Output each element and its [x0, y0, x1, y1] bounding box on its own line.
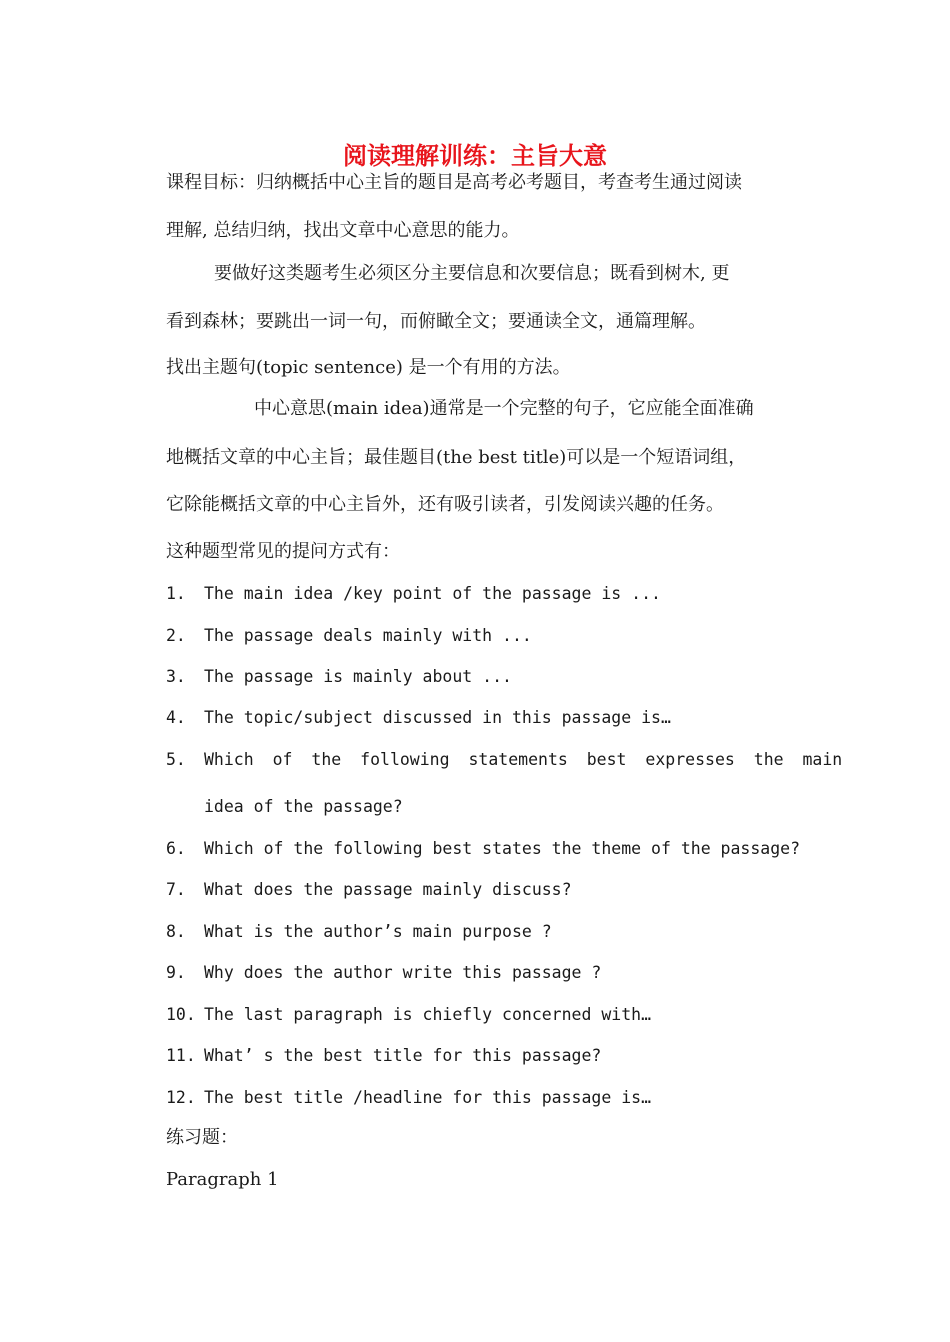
list-item-text: What is the author’s main purpose ? — [204, 922, 552, 941]
list-item — [166, 1044, 601, 1068]
list-item-number: 9. — [166, 963, 186, 982]
list-item — [166, 920, 552, 944]
para2-line-2: 地概括文章的中心主旨；最佳题目(the best title)可以是一个短语词组， — [166, 447, 747, 468]
list-item — [166, 837, 800, 861]
para1-line-2: 看到森林；要跳出一词一句，而俯瞰全文；要通读全文，通篇理解。 — [166, 311, 706, 332]
list-item-text: What does the passage mainly discuss? — [204, 880, 572, 899]
list-item — [166, 582, 661, 606]
list-item-text: Why does the author write this passage ? — [204, 963, 602, 982]
list-item-number: 5. — [166, 750, 186, 769]
list-item-text: The passage deals mainly with ... — [204, 626, 532, 645]
page-title: 阅读理解训练：主旨大意 — [343, 142, 607, 170]
list-item — [166, 706, 671, 730]
list-item-number: 11. — [166, 1046, 196, 1065]
intro-line-2: 理解, 总结归纳，找出文章中心意思的能力。 — [166, 220, 520, 241]
exercise-label: 练习题： — [166, 1127, 238, 1148]
list-item — [166, 878, 572, 902]
list-item-text: The best title /headline for this passage is… — [204, 1088, 652, 1107]
list-item-number: 10. — [166, 1005, 196, 1024]
intro-line-1: 课程目标：归纳概括中心主旨的题目是高考必考题目，考查考生通过阅读 — [166, 172, 742, 193]
list-item — [166, 748, 842, 772]
list-item-text: Which of the following best states the theme of the passage? — [204, 839, 801, 858]
list-item — [166, 1003, 651, 1027]
list-item-text: The passage is mainly about ... — [204, 667, 512, 686]
list-item-number: 3. — [166, 667, 186, 686]
list-item-text: The last paragraph is chiefly concerned with… — [204, 1005, 652, 1024]
list-item-text: Which of the following statements best expresses the main — [204, 750, 843, 769]
paragraph-label: Paragraph 1 — [166, 1169, 279, 1190]
list-item-number: 7. — [166, 880, 186, 899]
para1-line-3: 找出主题句(topic sentence) 是一个有用的方法。 — [166, 357, 571, 378]
list-item-number: 1. — [166, 584, 186, 603]
list-item — [166, 624, 532, 648]
list-item-continuation: idea of the passage? — [204, 797, 403, 816]
list-item — [166, 1086, 651, 1110]
list-item — [166, 665, 512, 689]
para2-line-1: 中心意思(main idea)通常是一个完整的句子，它应能全面准确 — [254, 398, 754, 419]
list-item-number: 6. — [166, 839, 186, 858]
list-item-number: 12. — [166, 1088, 196, 1107]
list-item — [166, 961, 601, 985]
para2-line-3: 它除能概括文章的中心主旨外，还有吸引读者，引发阅读兴趣的任务。 — [166, 494, 724, 515]
list-item-text: The topic/subject discussed in this passage is… — [204, 708, 671, 727]
list-item-text: The main idea /key point of the passage is ... — [204, 584, 661, 603]
list-item-number: 2. — [166, 626, 186, 645]
list-item-number: 4. — [166, 708, 186, 727]
para1-line-1: 要做好这类题考生必须区分主要信息和次要信息；既看到树木, 更 — [214, 263, 730, 284]
question-intro: 这种题型常见的提问方式有： — [166, 541, 400, 562]
list-item-number: 8. — [166, 922, 186, 941]
list-item-text: What’ s the best title for this passage? — [204, 1046, 602, 1065]
